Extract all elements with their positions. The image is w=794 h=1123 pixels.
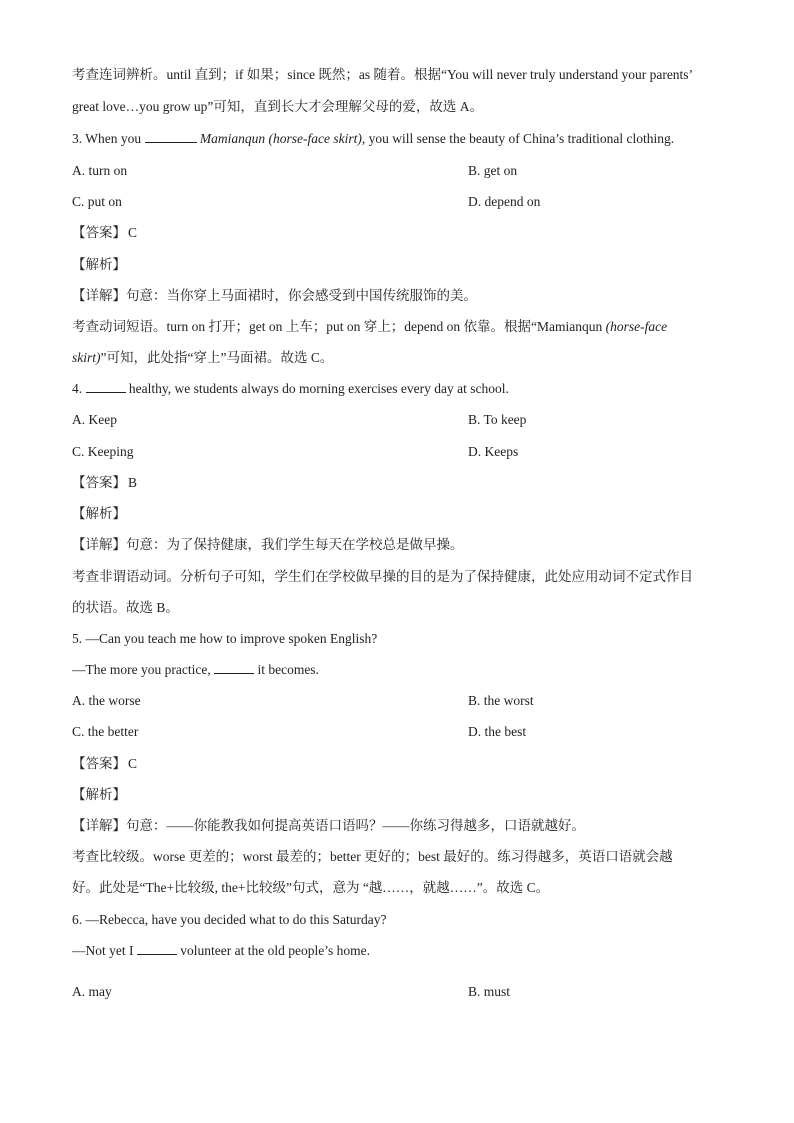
q3-answer-value: C <box>128 225 138 240</box>
q3-analysis-tag: 【解析】 <box>72 257 126 272</box>
q6-option-a: A. may <box>72 984 112 999</box>
q6-blank <box>137 942 177 955</box>
q5-answer <box>72 755 734 773</box>
q4-answer <box>72 474 734 492</box>
q4-options-row-2 <box>72 443 734 461</box>
q4-detail-text: 句意：为了保持健康，我们学生每天在学校总是做早操。 <box>126 537 464 552</box>
q3-options-row-2 <box>72 193 734 211</box>
q3-detail-text: 句意：当你穿上马面裙时，你会感受到中国传统服饰的美。 <box>126 288 477 303</box>
q3-option-d: D. depend on <box>468 194 541 209</box>
q5-explanation-line-1: 考查比较级。worse 更差的；worst 最差的；better 更好的；best 最好的。练习得越多，英语口语就会越 <box>72 849 673 864</box>
q3-question <box>72 130 734 148</box>
q3-answer <box>72 224 734 242</box>
q4-answer-value: B <box>128 475 138 490</box>
answer-tag: 【答案】 <box>72 225 126 240</box>
q5-option-a: A. the worse <box>72 693 141 708</box>
answer-tag: 【答案】 <box>72 756 126 771</box>
q3-option-b: B. get on <box>468 163 518 178</box>
q4-question <box>72 380 734 398</box>
q4-option-a: A. Keep <box>72 412 117 427</box>
answer-tag: 【答案】 <box>72 475 126 490</box>
q6-line2-text: —Not yet <box>72 943 126 958</box>
q5-options-row-2 <box>72 723 734 741</box>
q4-explanation-line-1: 考查非谓语动词。分析句子可知，学生们在学校做早操的目的是为了保持健康，此处应用动词不定式作目 <box>72 569 693 584</box>
q4-option-c: C. Keeping <box>72 444 134 459</box>
q5-question-line-2 <box>72 661 734 679</box>
q3-expl-text: 考查动词短语。turn on 打开；get on 上车；put on 穿上；depend on 依靠。根据“Mamianqun <box>72 319 606 334</box>
q3-option-c: C. put on <box>72 194 122 209</box>
q6-options-row-1 <box>72 983 734 1001</box>
q6-question-line-2 <box>72 942 734 960</box>
q3-expl-text-2: ”可知，此处指“穿上”马面裙。故选 C。 <box>100 350 334 365</box>
q5-option-c: C. the better <box>72 724 139 739</box>
q5-options-row-1 <box>72 692 734 710</box>
q6-option-b: B. must <box>468 984 511 999</box>
q3-question-rest: , you will sense the beauty of China’s traditional clothing. <box>361 131 675 146</box>
q4-question-rest: healthy, we students always do morning exercises every day at school. <box>128 381 509 396</box>
q4-analysis-tag: 【解析】 <box>72 506 126 521</box>
q5-blank <box>214 661 254 674</box>
q4-options-row-1 <box>72 411 734 429</box>
q5-detail <box>72 817 734 835</box>
q4-explanation-line-2: 的状语。故选 B。 <box>72 600 179 615</box>
q6-line2-pronoun: I <box>129 943 134 958</box>
q3-expl-italic: (horse-face <box>605 319 668 334</box>
q3-detail <box>72 287 734 305</box>
q3-italic-term: Mamianqun (horse-face skirt) <box>199 131 362 146</box>
q5-line2-text: —The more you practice, <box>72 662 211 677</box>
q6-line2-rest: volunteer at the old people’s home. <box>180 943 370 958</box>
q4-option-d: D. Keeps <box>468 444 519 459</box>
q5-answer-value: C <box>128 756 138 771</box>
q3-number-text: 3. When you <box>72 131 142 146</box>
q5-analysis-tag: 【解析】 <box>72 787 126 802</box>
q4-number: 4. <box>72 381 83 396</box>
detail-tag: 【详解】 <box>72 818 126 833</box>
q5-detail-text: 句意：——你能教我如何提高英语口语吗？——你练习得越多，口语就越好。 <box>126 818 585 833</box>
detail-tag: 【详解】 <box>72 537 126 552</box>
q3-blank <box>145 130 197 143</box>
q6-question-line-1: 6. —Rebecca, have you decided what to do this Saturday? <box>72 912 387 927</box>
q4-detail <box>72 536 734 554</box>
q3-options-row-1 <box>72 162 734 180</box>
q3-expl-italic-2: skirt) <box>72 350 101 365</box>
q5-question-line-1: 5. —Can you teach me how to improve spoken English? <box>72 631 378 646</box>
q5-line2-rest: it becomes. <box>257 662 319 677</box>
q5-explanation-line-2: 好。此处是“The+比较级, the+比较级”句式，意为 “越……，就越……”。故选 C。 <box>72 880 550 895</box>
q2-explanation-line-2: great love…you grow up”可知，直到长大才会理解父母的爱，故选 A。 <box>72 99 483 114</box>
q5-option-d: D. the best <box>468 724 527 739</box>
detail-tag: 【详解】 <box>72 288 126 303</box>
q3-explanation-line-2 <box>72 349 734 367</box>
q4-blank <box>86 380 126 393</box>
q5-option-b: B. the worst <box>468 693 534 708</box>
q3-option-a: A. turn on <box>72 163 128 178</box>
q3-explanation-line-1 <box>72 318 734 336</box>
q2-explanation-line-1: 考查连词辨析。until 直到；if 如果；since 既然；as 随着。根据“You will never truly understand your parents’ <box>72 67 694 82</box>
q4-option-b: B. To keep <box>468 412 527 427</box>
